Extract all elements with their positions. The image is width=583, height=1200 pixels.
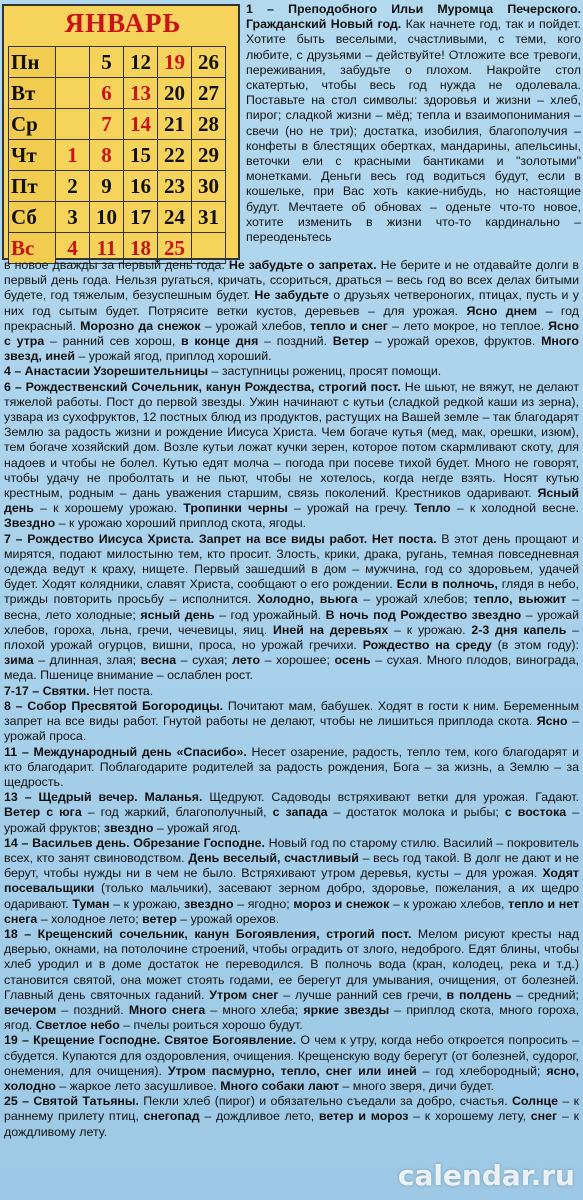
bold-text: 14 – Васильев день. Обрезание Господне.: [4, 835, 265, 850]
bold-text: Светлое небо: [35, 1018, 120, 1033]
text-run: – урожай хлебов,: [200, 318, 310, 333]
bold-text: Не забудьте: [254, 288, 329, 303]
calendar-day: 21: [158, 109, 192, 140]
text-run: в новое дважды за первый день года.: [4, 258, 229, 272]
text-run: – весь год такой. В долг не дают и не берут, чтобы нужды ни в чем не было. Встряхивают утром деревья, кусты – для урожая.: [4, 850, 579, 881]
bold-text: Ясный день: [4, 486, 579, 516]
text-run: Не берите и не отдавайте долги в первый день года. Нельзя ругаться, кричать, ссориться, драться – весь год во всех делах битыми будете, год тяжелым, безуспешным будет.: [4, 258, 579, 303]
day-entry: [4, 532, 579, 684]
bold-text: зима: [4, 653, 34, 668]
text-run: – лучше ранний сев гречи,: [278, 987, 447, 1002]
text-run: – пчелы роиться хорошо будут.: [119, 1018, 303, 1033]
calendar-day: 14: [124, 109, 158, 140]
day-entry: [4, 1094, 579, 1140]
calendar-day: 16: [124, 171, 158, 202]
text-run: – приплод скота, много гороха, ягод.: [4, 1002, 580, 1033]
month-calendar: [2, 4, 240, 260]
day-entry: [4, 745, 579, 791]
calendar-day: 28: [192, 109, 226, 140]
text-run: – ранний сев хорош,: [44, 334, 182, 349]
bold-text: Не забудьте о запретах.: [228, 258, 377, 272]
text-run: – год хлебородный;: [416, 1063, 547, 1078]
bold-text: ясный день: [140, 607, 215, 622]
weekday-label: Ср: [9, 109, 56, 140]
calendar-grid: [8, 46, 226, 264]
day-entry: [4, 927, 579, 1033]
watermark: calendar.ru: [397, 1159, 575, 1192]
calendar-day: 10: [90, 202, 124, 233]
calendar-day: 11: [90, 233, 124, 264]
bold-text: 18 – Крещенский сочельник, канун Богоявления, строгий пост.: [4, 926, 412, 941]
bold-text: звездно: [103, 820, 154, 835]
bold-text: Ветер с юга: [4, 805, 82, 820]
text-run: – достаток молока и рыбы;: [327, 805, 505, 820]
text-run: – сухая. Много плодов, винограда, меда. Пшенице внимание – ослаблен рост.: [4, 653, 579, 683]
text-run: – много хлеба;: [205, 1002, 304, 1017]
day-entry: [4, 790, 579, 836]
text-run: – много зверя, дичи будет.: [339, 1078, 495, 1093]
calendar-day: [56, 109, 90, 140]
bold-text: осень: [334, 653, 371, 668]
bold-text: Тропинки черны: [183, 501, 288, 516]
day-entry: [4, 364, 579, 379]
text-run: Нет поста.: [89, 683, 154, 698]
bold-text: Ясно днем: [466, 303, 538, 318]
text-run: – урожай на гречу.: [287, 501, 414, 516]
calendar-day: 19: [158, 47, 192, 78]
text-run: – к раннему прилету птиц,: [4, 1094, 579, 1124]
text-run: – заступницы рожениц, просят помощи.: [208, 364, 442, 379]
text-run: – к урожаю хлебов,: [389, 896, 509, 911]
text-run: – год прекрасный.: [4, 303, 579, 333]
bold-text: ветер и мороз: [318, 1109, 409, 1124]
bold-text: 7 – Рождество Иисуса Христа. Запрет на все виды работ. Нет поста.: [4, 531, 437, 546]
calendar-day: 30: [192, 171, 226, 202]
bold-text: Много снега: [128, 1002, 206, 1017]
calendar-day: 27: [192, 78, 226, 109]
day-entry: [4, 684, 579, 699]
bold-text: Утром снег: [209, 987, 279, 1002]
text-run: – урожай фруктов;: [4, 805, 579, 835]
bold-text: Морозно да снежок: [80, 318, 201, 333]
calendar-day: 1: [56, 140, 90, 171]
text-run: – жаркое лето засушливое.: [55, 1078, 221, 1093]
text-run: – поздний.: [258, 334, 333, 349]
calendar-day: 4: [56, 233, 90, 264]
text-run: – год жаркий, благополучный,: [81, 805, 273, 820]
calendar-day: 12: [124, 47, 158, 78]
text-run: – плохой урожай огурцов, вишни, проса, но урожай гречихи.: [4, 622, 579, 653]
day-entry: [4, 699, 579, 745]
text-run: – лето мокрое, но теплое.: [387, 318, 549, 333]
text-run: – дождливое лето,: [199, 1109, 319, 1124]
day-entry: [4, 258, 579, 364]
day-entry: [4, 836, 579, 927]
text-run: – длинная, злая;: [33, 653, 141, 668]
text-run: Пекли хлеб (пирог) и обязательно съедали за добро, счастья.: [138, 1094, 512, 1109]
bold-text: с востока: [504, 805, 567, 820]
day-entry: [4, 1033, 579, 1094]
text-run: – к дождливому лету.: [4, 1109, 579, 1139]
text-run: – к урожаю.: [388, 622, 472, 637]
text-run: Как начнете год, так и пойдет. Хотите быть веселыми, счастливыми, с теми, кого любите, с друзьями – действуйте! Отложите все тревоги, переживания, забудьте о плохом. Накройте стол скатертью, чтобы весь год нужда не одолевала. Поставьте на стол символы: здоровья и жизни – хлеб, пирог; сладкой жизни – мёд; тепла и взаимопонимания – свечи (но не три); достатка, изобилия, благополучия – конфеты в блестящих обертках, мандарины, апельсины, веточки ели с красными бантиками и "золотыми" монетками. Деньги весь год водиться будут, если в кошельке, при Вас хоть какие-нибудь, но настоящие будут. Мечтаете об обновах – оденьте что-то новое, хотите изменить в жизни что-то кардинально – переоденьтесь: [246, 17, 581, 245]
bold-text: Рождество на среду: [362, 638, 492, 653]
calendar-day: 9: [90, 171, 124, 202]
text-run: (только мальчики), засевают зерном добро, здоровье, пожелания, а их щедро одаривают.: [4, 881, 579, 911]
text-run: – к холодной весне.: [450, 501, 579, 516]
text-run: – урожай ягод, приплод хороший.: [75, 349, 272, 364]
text-run: Щедруют. Садоводы встряхивают ветки для урожая. Гадают.: [202, 790, 579, 805]
bold-text: 8 – Собор Пресвятой Богородицы.: [4, 698, 224, 713]
bold-text: 2-3 дня капель: [471, 622, 567, 637]
text-run: – урожай хлебов, гороха, льна, гречи, чечевицы, яиц.: [4, 607, 580, 637]
bold-text: с запада: [272, 805, 328, 820]
bold-text: снегопад: [143, 1109, 200, 1124]
bold-text: 7-17 – Святки.: [4, 683, 90, 698]
weekday-label: Пн: [9, 47, 56, 78]
weekday-label: Сб: [9, 202, 56, 233]
bold-text: Утром пасмурно, тепло, снег или иней: [167, 1063, 417, 1078]
calendar-row: [9, 47, 226, 78]
bold-text: ясно, холодно: [4, 1063, 580, 1093]
bold-text: весна: [140, 653, 177, 668]
bold-text: Тепло: [413, 501, 451, 516]
text-run: – к хорошему урожаю.: [33, 501, 184, 516]
bold-text: яркие звезды: [303, 1002, 390, 1017]
calendar-day: 3: [56, 202, 90, 233]
text-run: Несет озарение, радость, тепло тем, кого благодарят и кто благодарит. Поблагодарите родителей за радость рождения, Бога – за жизнь, а Землю – за щедрость.: [4, 744, 579, 789]
text-run: – год урожайный.: [214, 607, 326, 622]
bold-text: Ясно с утра: [4, 318, 580, 349]
calendar-day: 7: [90, 109, 124, 140]
calendar-day: 2: [56, 171, 90, 202]
calendar-day: 23: [158, 171, 192, 202]
text-run: о друзьях четвероногих, птицах, пусть и у них год сытым будет. Потрясите ветки кустов, деревьев – для урожая.: [4, 288, 580, 318]
bold-text: Ветер: [332, 334, 370, 349]
bold-text: Ходят посевальщики: [4, 866, 579, 896]
calendar-day: 31: [192, 202, 226, 233]
text-run: – урожай проса.: [4, 714, 579, 744]
calendar-day: 18: [124, 233, 158, 264]
text-run: – к хорошему лету,: [408, 1109, 531, 1124]
text-run: В этот день прощают и мирятся, подают милостыню тем, кто просит. Злость, крики, драка, ругань, темная повседневная одежда ведут к краху, нищете. Первый зашедший в дом – мужчина, год со здоровьем, удачей будет. Ходят колядники, славят Христа, сообщают о его рождении.: [4, 531, 579, 592]
bold-text: тепло и снег: [309, 318, 388, 333]
weekday-label: Чт: [9, 140, 56, 171]
calendar-day: 13: [124, 78, 158, 109]
bold-text: 11 – Международный день «Спасибо».: [4, 744, 247, 759]
bold-text: мороз и снежок: [293, 896, 390, 911]
calendar-day: 25: [158, 233, 192, 264]
text-run: Мелом рисуют кресты над дверью, окнами, на потолочине строений, чтобы оградить от злого, недоброго. Едят блины, чтобы хлеб уродил и в доме достаток не переводился. В полночь вода (кран, колодец, река и т.д.) становится святой, она может стоять годами, ее берегут для умывания, очищения, от болезней. Главный день святочных гаданий.: [4, 926, 579, 1002]
calendar-day: 5: [90, 47, 124, 78]
text-run: – сухая;: [176, 653, 233, 668]
weekday-label: Пт: [9, 171, 56, 202]
bold-text: Если в полночь,: [396, 577, 498, 592]
bold-text: Много звезд, иней: [4, 334, 580, 364]
text-run: Новый год по старому стилю. Василий – покровитель всех, кто занят свиноводством.: [4, 835, 579, 865]
text-run: – к урожаю хороший приплод скота, ягоды.: [55, 516, 307, 531]
text-run: – ягодно;: [233, 896, 294, 911]
text-run: Почитают мам, бабушек. Ходят в гости к ним. Беременным запрет на все виды работ. Гнутой работы не делают, чтобы не лишиться приплода скота.: [4, 698, 579, 729]
bold-text: В ночь под Рождество звездно: [325, 607, 522, 622]
bold-text: тепло, вьюжит: [473, 592, 567, 607]
calendar-day: 6: [90, 78, 124, 109]
calendar-row: [9, 109, 226, 140]
bold-text: Холодно, вьюга: [257, 592, 358, 607]
text-run: глядя в небо, трижды повторить просьбу – исполнится.: [4, 577, 579, 607]
calendar-row: [9, 140, 226, 171]
day-entry: [4, 380, 579, 532]
calendar-row: [9, 202, 226, 233]
bold-text: лето: [232, 653, 261, 668]
month-title: ЯНВАРЬ: [64, 8, 182, 38]
text-run: – холодное лето;: [37, 911, 143, 926]
weekday-label: Вт: [9, 78, 56, 109]
bold-text: Иней на деревьях: [272, 622, 389, 637]
text-run: – урожай орехов, фруктов.: [369, 334, 542, 349]
bold-text: День веселый, счастливый: [188, 850, 359, 865]
bold-text: вечером: [4, 1002, 57, 1017]
bold-text: тепло и нет снега: [4, 896, 580, 926]
bold-text: 4 – Анастасии Узорешительницы: [4, 364, 209, 379]
bold-text: ветер: [142, 911, 177, 926]
calendar-day: 22: [158, 140, 192, 171]
bold-text: 6 – Рождественский Сочельник, канун Рождества, строгий пост.: [4, 379, 401, 394]
text-run: – средний;: [511, 987, 579, 1002]
calendar-day: 15: [124, 140, 158, 171]
text-run: (в этом году):: [491, 638, 579, 653]
bold-text: Туман: [72, 896, 110, 911]
calendar-row: [9, 171, 226, 202]
text-run: О чем к утру, когда небо откроется попросить – сбудется. Купаются для оздоровления, очищения. Крещенскую воду берегут (от болезней, судорог, онемения, для очищения).: [4, 1033, 579, 1078]
bold-text: Солнце: [511, 1094, 559, 1109]
intro-paragraph: [246, 2, 581, 245]
bold-text: Много собаки лают: [220, 1078, 340, 1093]
bold-text: 19 – Крещение Господне. Святое Богоявление.: [4, 1033, 297, 1048]
text-run: – хорошее;: [260, 653, 335, 668]
bold-text: 1 – Преподобного Ильи Муромца Печерского. Гражданский Новый год.: [246, 2, 581, 32]
calendar-day: 29: [192, 140, 226, 171]
text-run: – весна, лето холодные;: [4, 592, 579, 622]
bold-text: в конце дня: [181, 334, 259, 349]
calendar-day: 8: [90, 140, 124, 171]
text-run: – урожай орехов.: [176, 911, 280, 926]
text-run: Не шьют, не вяжут, не делают тяжелой работы. Пост до первой звезды. Ужин начинают с кутьи (сладкой редкой каши из зерна), узвара из сухофруктов, 12 постных блюд из продуктов, растущих на Вашей земле – так благодарят Землю за радость жизни и рождение Иисуса Христа. Чем богаче кутья (мед, мак, орешки, изюм), тем богаче хозяйский дом. Возле кутьи ложат кучки зерен, которое потом скармливают скоту, для надоев и чтобы не болел. Кутью едят молча – погода при посеве тихой будет. Много не говорят, чтобы удачу не проболтать и не пьют, чтобы не хотелось, когда негде взять. Носят кутью крестным, родным – дань уважения старшим, связь поколений. Крестников одаривают.: [4, 379, 579, 501]
text-run: – к урожаю,: [109, 896, 184, 911]
article-text: [4, 258, 579, 1140]
calendar-day: 26: [192, 47, 226, 78]
text-run: – урожай хлебов;: [357, 592, 474, 607]
bold-text: снег: [530, 1109, 558, 1124]
text-run: – урожай ягод.: [153, 820, 241, 835]
intro-text: [246, 2, 581, 245]
calendar-day: 24: [158, 202, 192, 233]
calendar-row: [9, 78, 226, 109]
bold-text: в полдень: [446, 987, 512, 1002]
bold-text: 13 – Щедрый вечер. Маланья.: [4, 790, 203, 805]
bold-text: Ясно: [536, 714, 568, 729]
bold-text: 25 – Святой Татьяны.: [4, 1094, 139, 1109]
bold-text: звездно: [183, 896, 234, 911]
calendar-day: [56, 78, 90, 109]
calendar-day: [56, 47, 90, 78]
weekday-label: Вс: [9, 233, 56, 264]
calendar-day: 20: [158, 78, 192, 109]
text-run: – поздний.: [56, 1002, 129, 1017]
bold-text: Звездно: [4, 516, 56, 531]
calendar-day: 17: [124, 202, 158, 233]
